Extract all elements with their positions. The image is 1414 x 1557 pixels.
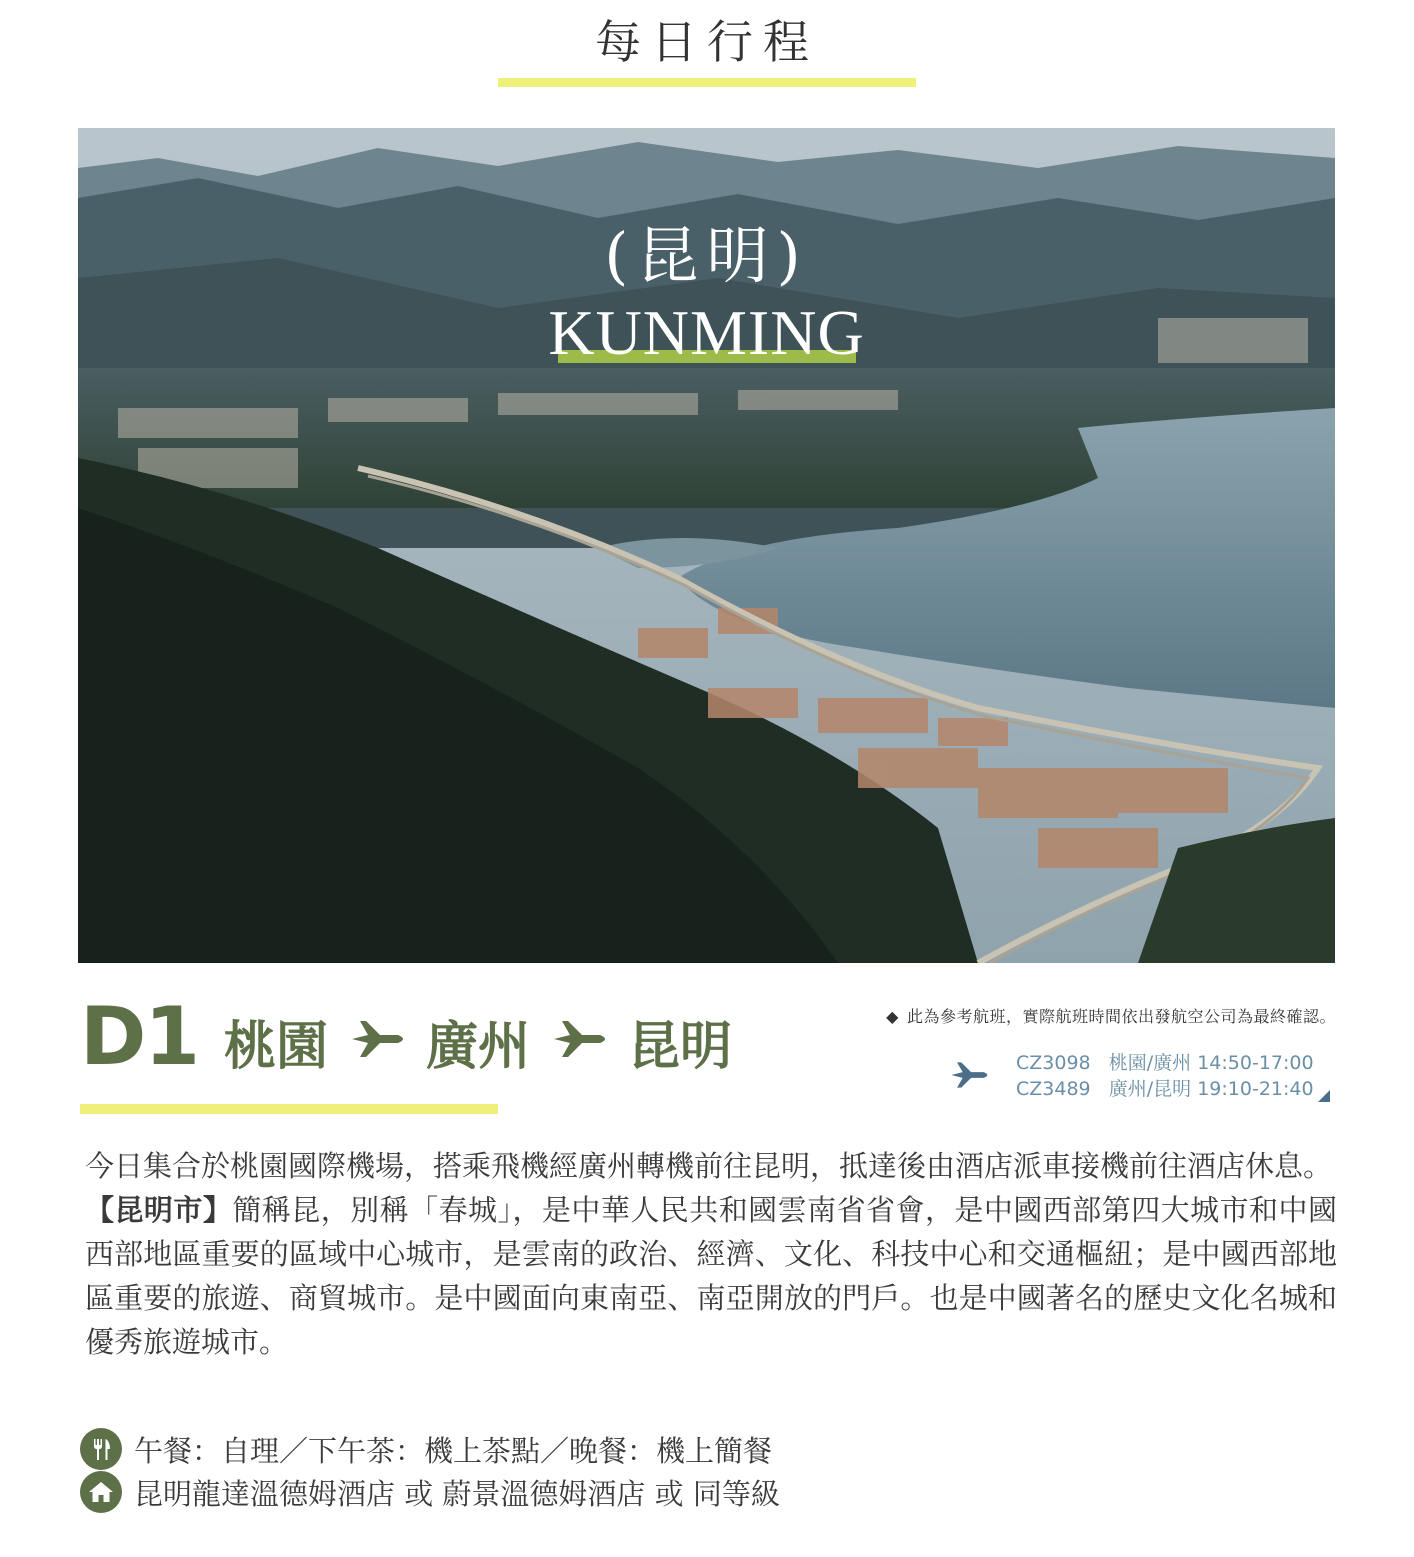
hero-photo [78,128,1335,963]
utensils-icon [80,1428,122,1470]
page-title: 每日行程 [595,15,819,69]
meals-row [80,1428,772,1470]
flight-time: 19:10-21:40 [1197,1078,1314,1100]
hero-title-en: KUNMING [548,297,865,368]
flight-route: 廣州/昆明 [1108,1078,1192,1100]
flight-row [1016,1050,1314,1076]
route-stop: 桃園 [224,1017,329,1077]
flight-code: CZ3489 [1016,1078,1091,1100]
city-tag: 【昆明市】 [85,1193,233,1227]
flight-note-text: 此為參考航班，實際航班時間依出發航空公司為最終確認。 [906,1007,1336,1026]
flight-time: 14:50-17:00 [1197,1052,1314,1074]
diamond-bullet-icon: ◆ [886,1007,899,1026]
hotel-text: 昆明龍達溫德姆酒店 或 蔚景溫德姆酒店 或 同等級 [134,1476,780,1511]
airplane-icon [950,1060,988,1094]
city-paragraph [85,1188,1337,1364]
airplane-icon [552,1012,606,1072]
title-underline [498,78,916,87]
day-number: D1 [80,990,199,1083]
flight-route: 桃園/廣州 [1108,1052,1192,1074]
flight-row [1016,1076,1314,1102]
day-underline [80,1104,498,1114]
route-stop: 廣州 [426,1017,531,1077]
airplane-icon [350,1012,404,1072]
flight-code: CZ3098 [1016,1052,1091,1074]
intro-text: 今日集合於桃園國際機場，搭乘飛機經廣州轉機前往昆明，抵達後由酒店派車接機前往酒店休息。 [85,1149,1333,1183]
corner-triangle-icon [1318,1090,1330,1102]
flight-note [886,1004,1336,1027]
hotel-row [80,1471,780,1513]
route-stop: 昆明 [628,1017,733,1077]
meals-text: 午餐：自理／下午茶：機上茶點／晚餐：機上簡餐 [134,1433,773,1468]
hero-title-cn: (昆明) [604,219,809,292]
day-route [224,1004,732,1079]
city-text: 簡稱昆，別稱「春城」，是中華人民共和國雲南省省會，是中國西部第四大城市和中國西部地區重要的區域中心城市，是雲南的政治、經濟、文化、科技中心和交通樞紐；是中國西部地區重要的旅遊、商貿城市。是中國面向東南亞、南亞開放的門戶。也是中國著名的歷史文化名城和優秀旅遊城市。 [85,1193,1337,1359]
home-icon [80,1471,122,1513]
flight-list [1016,1050,1314,1102]
day-description [85,1144,1337,1364]
